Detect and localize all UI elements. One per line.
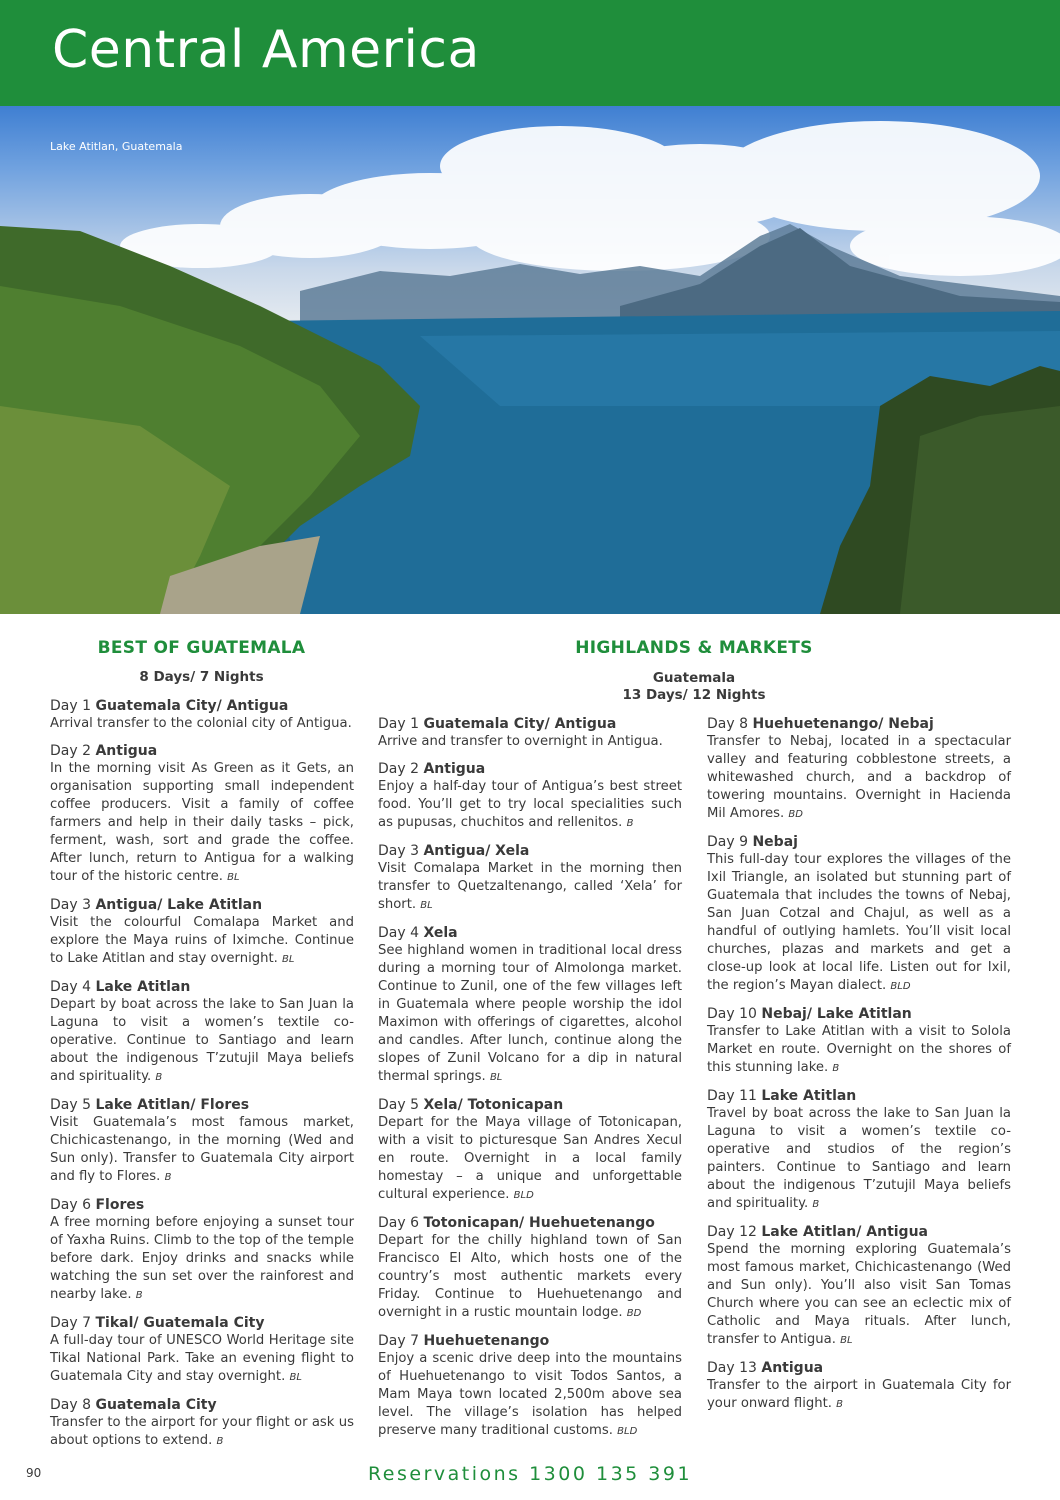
day-description [707,1377,1011,1414]
day-text: Transfer to Lake Atitlan with a visit to Solola Market en route. Overnight on the shores of this stunning lake. [707,1024,1011,1075]
day-heading [707,1223,1011,1241]
day-description [707,733,1011,824]
day-number: Day 9 [707,834,749,850]
day-description [378,1232,682,1323]
meals-code: BD [788,809,803,820]
day-heading [707,1087,1011,1105]
day-place: Nebaj/ Lake Atitlan [761,1006,912,1022]
day-description [378,733,682,751]
day-heading [707,1359,1011,1377]
itinerary-day [378,760,682,833]
itinerary-day [50,742,354,887]
meals-code: B [164,1172,172,1183]
day-number: Day 7 [50,1315,92,1331]
itinerary-day [378,1332,682,1441]
day-heading [378,1214,682,1232]
day-text: Depart for the Maya village of Totonicapan, with a visit to picturesque San Andres Xecul en route. Overnight in a local family homestay – a unique and unforgettable cultural experience. [378,1115,682,1202]
day-heading [50,1196,354,1214]
meals-code: BL [227,872,240,883]
day-heading [50,742,354,760]
day-number: Day 6 [50,1197,92,1213]
itinerary-day [707,1005,1011,1078]
photo-caption: Lake Atitlan, Guatemala [50,140,183,153]
meals-code: BL [489,1072,503,1083]
itinerary-day [378,1214,682,1323]
meals-code: BL [282,954,295,965]
meals-code: BL [840,1335,853,1346]
itinerary-day [50,978,354,1087]
itinerary-day [50,1196,354,1305]
day-number: Day 5 [378,1097,420,1113]
itinerary-day [378,715,682,751]
day-place: Lake Atitlan/ Antigua [761,1224,928,1240]
day-heading [378,924,682,942]
day-description [50,1214,354,1305]
day-number: Day 12 [707,1224,757,1240]
itinerary-day [707,1359,1011,1414]
day-heading [50,1396,354,1414]
day-number: Day 2 [378,761,420,777]
itinerary-day [50,1396,354,1451]
day-place: Antigua/ Xela [423,843,530,859]
day-description [50,760,354,887]
meals-code: B [216,1436,224,1447]
meals-code: B [155,1072,163,1083]
day-heading [707,833,1011,851]
itinerary-best-of-guatemala [50,697,354,1451]
day-heading [378,1332,682,1350]
itinerary-day [378,1096,682,1205]
itinerary-day [707,715,1011,824]
day-description [378,942,682,1087]
day-number: Day 3 [378,843,420,859]
day-description [707,1023,1011,1078]
day-place: Lake Atitlan [95,979,191,995]
day-text: Transfer to Nebaj, located in a spectacular valley and featuring cobblestone streets, a whitewashed church, and a backdrop of towering mountains. Overnight in Hacienda Mil Amores. [707,734,1011,821]
meals-code: BLD [617,1426,638,1437]
day-number: Day 11 [707,1088,757,1104]
meals-code: B [832,1063,840,1074]
day-description [50,996,354,1087]
day-description [50,1332,354,1387]
day-description [50,914,354,969]
day-number: Day 1 [378,716,420,732]
day-description [378,1350,682,1441]
day-text: Visit Comalapa Market in the morning then transfer to Quetzaltenango, called ‘Xela’ for short. [378,861,682,912]
itinerary-day [50,1314,354,1387]
itinerary-highlands-days-8-13 [707,715,1011,1414]
day-place: Guatemala City/ Antigua [423,716,617,732]
day-description [50,1114,354,1187]
day-place: Totonicapan/ Huehuetenango [423,1215,655,1231]
itinerary-day [378,924,682,1087]
page-title: Central America [52,20,480,80]
meals-code: BL [420,900,433,911]
meals-code: BLD [890,981,911,992]
day-place: Huehuetenango/ Nebaj [752,716,934,732]
day-heading [707,715,1011,733]
itinerary-day [707,1223,1011,1350]
day-description [378,1114,682,1205]
day-number: Day 7 [378,1333,420,1349]
day-text: In the morning visit As Green as it Gets, an organisation supporting small independent coffee producers. Visit a family of coffee farmers and help in their daily tasks – pick, ferment, wash, sort and grade the coffee. After lunch, return to Antigua for a walking tour of the historic centre. [50,761,354,884]
day-place: Flores [95,1197,145,1213]
day-text: Enjoy a scenic drive deep into the mountains of Huehuetenango to visit Todos Santos, a Mam Maya town located 2,500m above sea level. The village’s isolation has helped preserve many traditional customs. [378,1351,682,1438]
day-place: Guatemala City/ Antigua [95,698,289,714]
day-place: Antigua [95,743,158,759]
day-place: Guatemala City [95,1397,217,1413]
day-place: Huehuetenango [423,1333,550,1349]
day-number: Day 13 [707,1360,757,1376]
itinerary-day [707,1087,1011,1214]
day-text: This full-day tour explores the villages of the Ixil Triangle, an isolated but stunning part of Guatemala that includes the towns of Nebaj, San Juan Cotzal and Chajul, as well as a handful of outlying hamlets. You’ll visit local churches, plazas and markets and get a close-up look at local life. Listen out for Ixil, the region’s Mayan dialect. [707,852,1011,993]
day-place: Antigua [761,1360,824,1376]
day-place: Lake Atitlan [761,1088,857,1104]
day-heading [378,715,682,733]
day-place: Nebaj [752,834,798,850]
day-text: A full-day tour of UNESCO World Heritage site Tikal National Park. Take an evening flight to Guatemala City and stay overnight. [50,1333,354,1384]
itinerary-day [50,1096,354,1187]
hero-photo [0,106,1060,614]
day-heading [50,1314,354,1332]
day-description [50,715,354,733]
day-text: Arrival transfer to the colonial city of Antigua. [50,716,352,731]
itinerary-day [378,842,682,915]
day-place: Antigua [423,761,486,777]
tour-title-highlands-markets: HIGHLANDS & MARKETS [575,638,813,658]
day-text: Visit the colourful Comalapa Market and explore the Maya ruins of Iximche. Continue to Lake Atitlan and stay overnight. [50,915,354,966]
day-heading [378,760,682,778]
day-number: Day 8 [707,716,749,732]
tour-duration-best-of-guatemala: 8 Days/ 7 Nights [139,669,264,685]
day-description [707,1241,1011,1350]
day-number: Day 1 [50,698,92,714]
day-number: Day 10 [707,1006,757,1022]
day-text: See highland women in traditional local dress during a morning tour of Almolonga market. Continue to Zunil, one of the few villages left in Guatemala where people worship the idol Maximon with offerings of cigarettes, alcohol and candles. After lunch, continue along the slopes of Zunil Volcano for a dip in natural thermal springs. [378,943,682,1084]
day-number: Day 6 [378,1215,420,1231]
day-place: Xela/ Totonicapan [423,1097,564,1113]
lake-landscape-illustration [0,106,1060,614]
day-heading [50,978,354,996]
page-header [0,0,1060,106]
day-description [378,860,682,915]
day-description [50,1414,354,1451]
day-heading [707,1005,1011,1023]
day-text: Arrive and transfer to overnight in Antigua. [378,734,663,749]
tour-duration-highlands-markets: 13 Days/ 12 Nights [622,687,766,703]
day-number: Day 4 [50,979,92,995]
itinerary-day [50,896,354,969]
day-description [378,778,682,833]
day-text: A free morning before enjoying a sunset tour of Yaxha Ruins. Climb to the top of the temple before dark. Enjoy drinks and snacks while watching the sun set over the rainforest and nearby lake. [50,1215,354,1302]
day-place: Lake Atitlan/ Flores [95,1097,250,1113]
day-text: Transfer to the airport in Guatemala City for your onward flight. [707,1378,1011,1411]
day-heading [50,697,354,715]
day-text: Depart by boat across the lake to San Juan la Laguna to visit a women’s textile co-operative. Continue to Santiago and learn about the indigenous T’zutujil Maya beliefs and spirituality. [50,997,354,1084]
day-heading [50,896,354,914]
itinerary-highlands-days-1-7 [378,715,682,1441]
meals-code: B [135,1290,143,1301]
day-place: Tikal/ Guatemala City [95,1315,265,1331]
day-number: Day 8 [50,1397,92,1413]
day-text: Depart for the chilly highland town of San Francisco El Alto, which hosts one of the country’s most authentic markets every Friday. Continue to Huehuetenango and overnight in a rustic mountain lodge. [378,1233,682,1320]
day-number: Day 2 [50,743,92,759]
itinerary-day [707,833,1011,996]
day-description [707,851,1011,996]
day-description [707,1105,1011,1214]
day-text: Spend the morning exploring Guatemala’s most famous market, Chichicastenango (Wed and Sun only). You’ll also visit San Tomas Church where you can see an eclectic mix of Catholic and Maya rituals. After lunch, transfer to Antigua. [707,1242,1011,1347]
day-heading [50,1096,354,1114]
tour-title-best-of-guatemala: BEST OF GUATEMALA [97,638,306,658]
reservations-phone: Reservations 1300 135 391 [367,1463,693,1485]
day-text: Transfer to the airport for your flight or ask us about options to extend. [50,1415,354,1448]
day-text: Enjoy a half-day tour of Antigua’s best street food. You’ll get to try local specialities such as pupusas, chuchitos and rellenitos. [378,779,682,830]
page-number: 90 [26,1466,42,1480]
day-number: Day 4 [378,925,420,941]
meals-code: BL [289,1372,302,1383]
day-number: Day 3 [50,897,92,913]
day-heading [378,1096,682,1114]
day-place: Antigua/ Lake Atitlan [95,897,263,913]
meals-code: B [836,1399,844,1410]
day-text: Travel by boat across the lake to San Juan la Laguna to visit a women’s textile co-operative and studios of the region’s painters. Continue to Santiago and learn about the indigenous T’zutujil Maya beliefs and spirituality. [707,1106,1011,1211]
meals-code: B [626,818,634,829]
meals-code: BD [626,1308,642,1319]
day-number: Day 5 [50,1097,92,1113]
tour-country: Guatemala [652,670,736,686]
day-place: Xela [423,925,458,941]
day-heading [378,842,682,860]
itinerary-day [50,697,354,733]
day-text: Visit Guatemala’s most famous market, Chichicastenango, in the morning (Wed and Sun only). Transfer to Guatemala City airport and fly to Flores. [50,1115,354,1184]
meals-code: B [812,1199,820,1210]
meals-code: BLD [513,1190,534,1201]
